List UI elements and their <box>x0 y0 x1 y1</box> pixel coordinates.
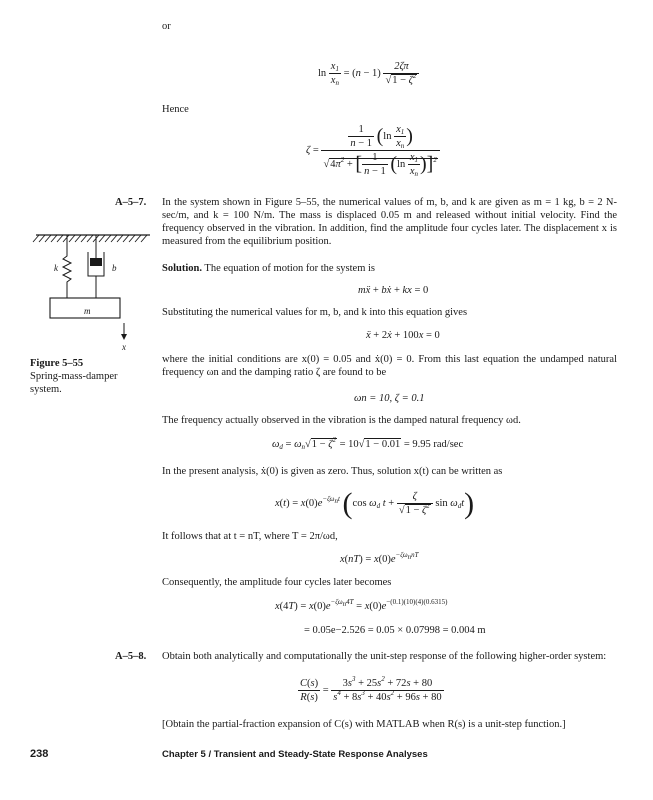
hence-word: Hence <box>162 104 189 115</box>
solution-text6: It follows that at t = nT, where T = 2π/ωd, <box>162 531 338 542</box>
equation-of-motion: mẍ + bẋ + kx = 0 <box>358 285 429 296</box>
label-b: b <box>112 263 117 273</box>
damper-icon <box>88 252 104 298</box>
damped-frequency-equation: $\omega_d = \omega_n√1 - \zeta^2 = 10√1 - 0.01 = 9.95$ rad/sec <box>272 436 464 451</box>
log-decrement-equation: ln $\frac{x_1}{x_n}$ = (n − 1) $\frac{2\zeta\pi}{√1 - \zeta^2}$ <box>318 60 419 87</box>
xnt-equation: $x(nT) = x(0)e^{-\zeta\omega_nnT}$ <box>340 551 419 565</box>
spring-icon <box>63 235 71 298</box>
amplitude-equation: $x(4T) = x(0)e^{-\zeta\omega_n4T} = x(0)e^{-(0.1)(10)(4)(0.6315)}$ <box>275 598 448 612</box>
spring-mass-damper-figure <box>30 228 155 353</box>
solution-xt-equation: $x(t) = x(0)e^{-\zeta\omega_nt}$ (cos $\omega_d$ t + $\frac{\zeta}{√1 - \zeta^2}$ $\sin \omega_dt$) <box>275 487 475 520</box>
problem-a58-note: [Obtain the partial-fraction expansion of C(s) with MATLAB when R(s) is a unit-step function.] <box>162 719 566 730</box>
label-x: x <box>122 342 126 352</box>
problem-a58-label: A–5–8. <box>115 651 147 662</box>
problem-a58-text: Obtain both analytically and computationally the unit-step response of the following higher-order system: <box>162 651 607 662</box>
solution-text3: where the initial conditions are x(0) = 0.05 and ẋ(0) = 0. From this last equation the undamped natural frequency ωn and the damping ratio ζ are found to be <box>162 354 617 378</box>
amplitude-result: = 0.05e−2.526 = 0.05 × 0.07998 = 0.004 m <box>304 625 486 636</box>
solution-text7: Consequently, the amplitude four cycles later becomes <box>162 577 392 588</box>
solution-text4: The frequency actually observed in the vibration is the damped natural frequency ωd. <box>162 415 521 426</box>
figure-caption-text: Spring-mass-damper system. <box>30 371 118 395</box>
solution-text1: The equation of motion for the system is <box>204 263 376 274</box>
solution-line <box>162 262 375 275</box>
transfer-function-equation: $\frac{C(s)}{R(s)}$ = $\frac{3s^3 + 25s^2 + 72s + 80}{s^4 + 8s^3 + 40s^2 + 96s + 80}$ <box>300 675 442 703</box>
problem-a57-text: In the system shown in Figure 5–55, the numerical values of m, b, and k are given as m = 1 kg, b = 2 N-sec/m, and k = 100 N/m. The mass is displaced 0.05 m and released without initial velocity. Find the frequency observed in the vibration. In addition, find the amplitude four cycles later. The displacement x is measured from the equilibrium position. <box>162 197 617 247</box>
page-number: 238 <box>30 748 49 760</box>
arrow-down-icon <box>121 334 127 340</box>
or-word: or <box>162 21 171 32</box>
figure-caption-title: Figure 5–55 <box>30 358 84 369</box>
solution-text5: In the present analysis, ẋ(0) is given as zero. Thus, solution x(t) can be written as <box>162 466 503 477</box>
label-m: m <box>84 306 91 316</box>
solution-label: Solution. <box>162 263 202 274</box>
omega-zeta-values: ωn = 10, ζ = 0.1 <box>354 393 425 404</box>
omega-d-result: = 9.95 rad/sec <box>403 439 464 450</box>
problem-a57-label: A–5–7. <box>115 197 147 208</box>
label-k: k <box>54 263 58 273</box>
zeta-equation: ζ = $\frac{1}{n - 1}$ (ln $\frac{x_1}{x_n}$ ) $√4\pi^2$ + [ $\frac{1}{n - 1}$ (ln $\frac{x_1}{x_n}$ )]$^2$ <box>306 123 440 178</box>
solution-text2: Substituting the numerical values for m, b, and k into this equation gives <box>162 307 468 318</box>
chapter-running-head: Chapter 5 / Transient and Steady-State Response Analyses <box>162 749 428 760</box>
numeric-equation: ẍ + 2ẋ + 100x = 0 <box>366 330 440 341</box>
